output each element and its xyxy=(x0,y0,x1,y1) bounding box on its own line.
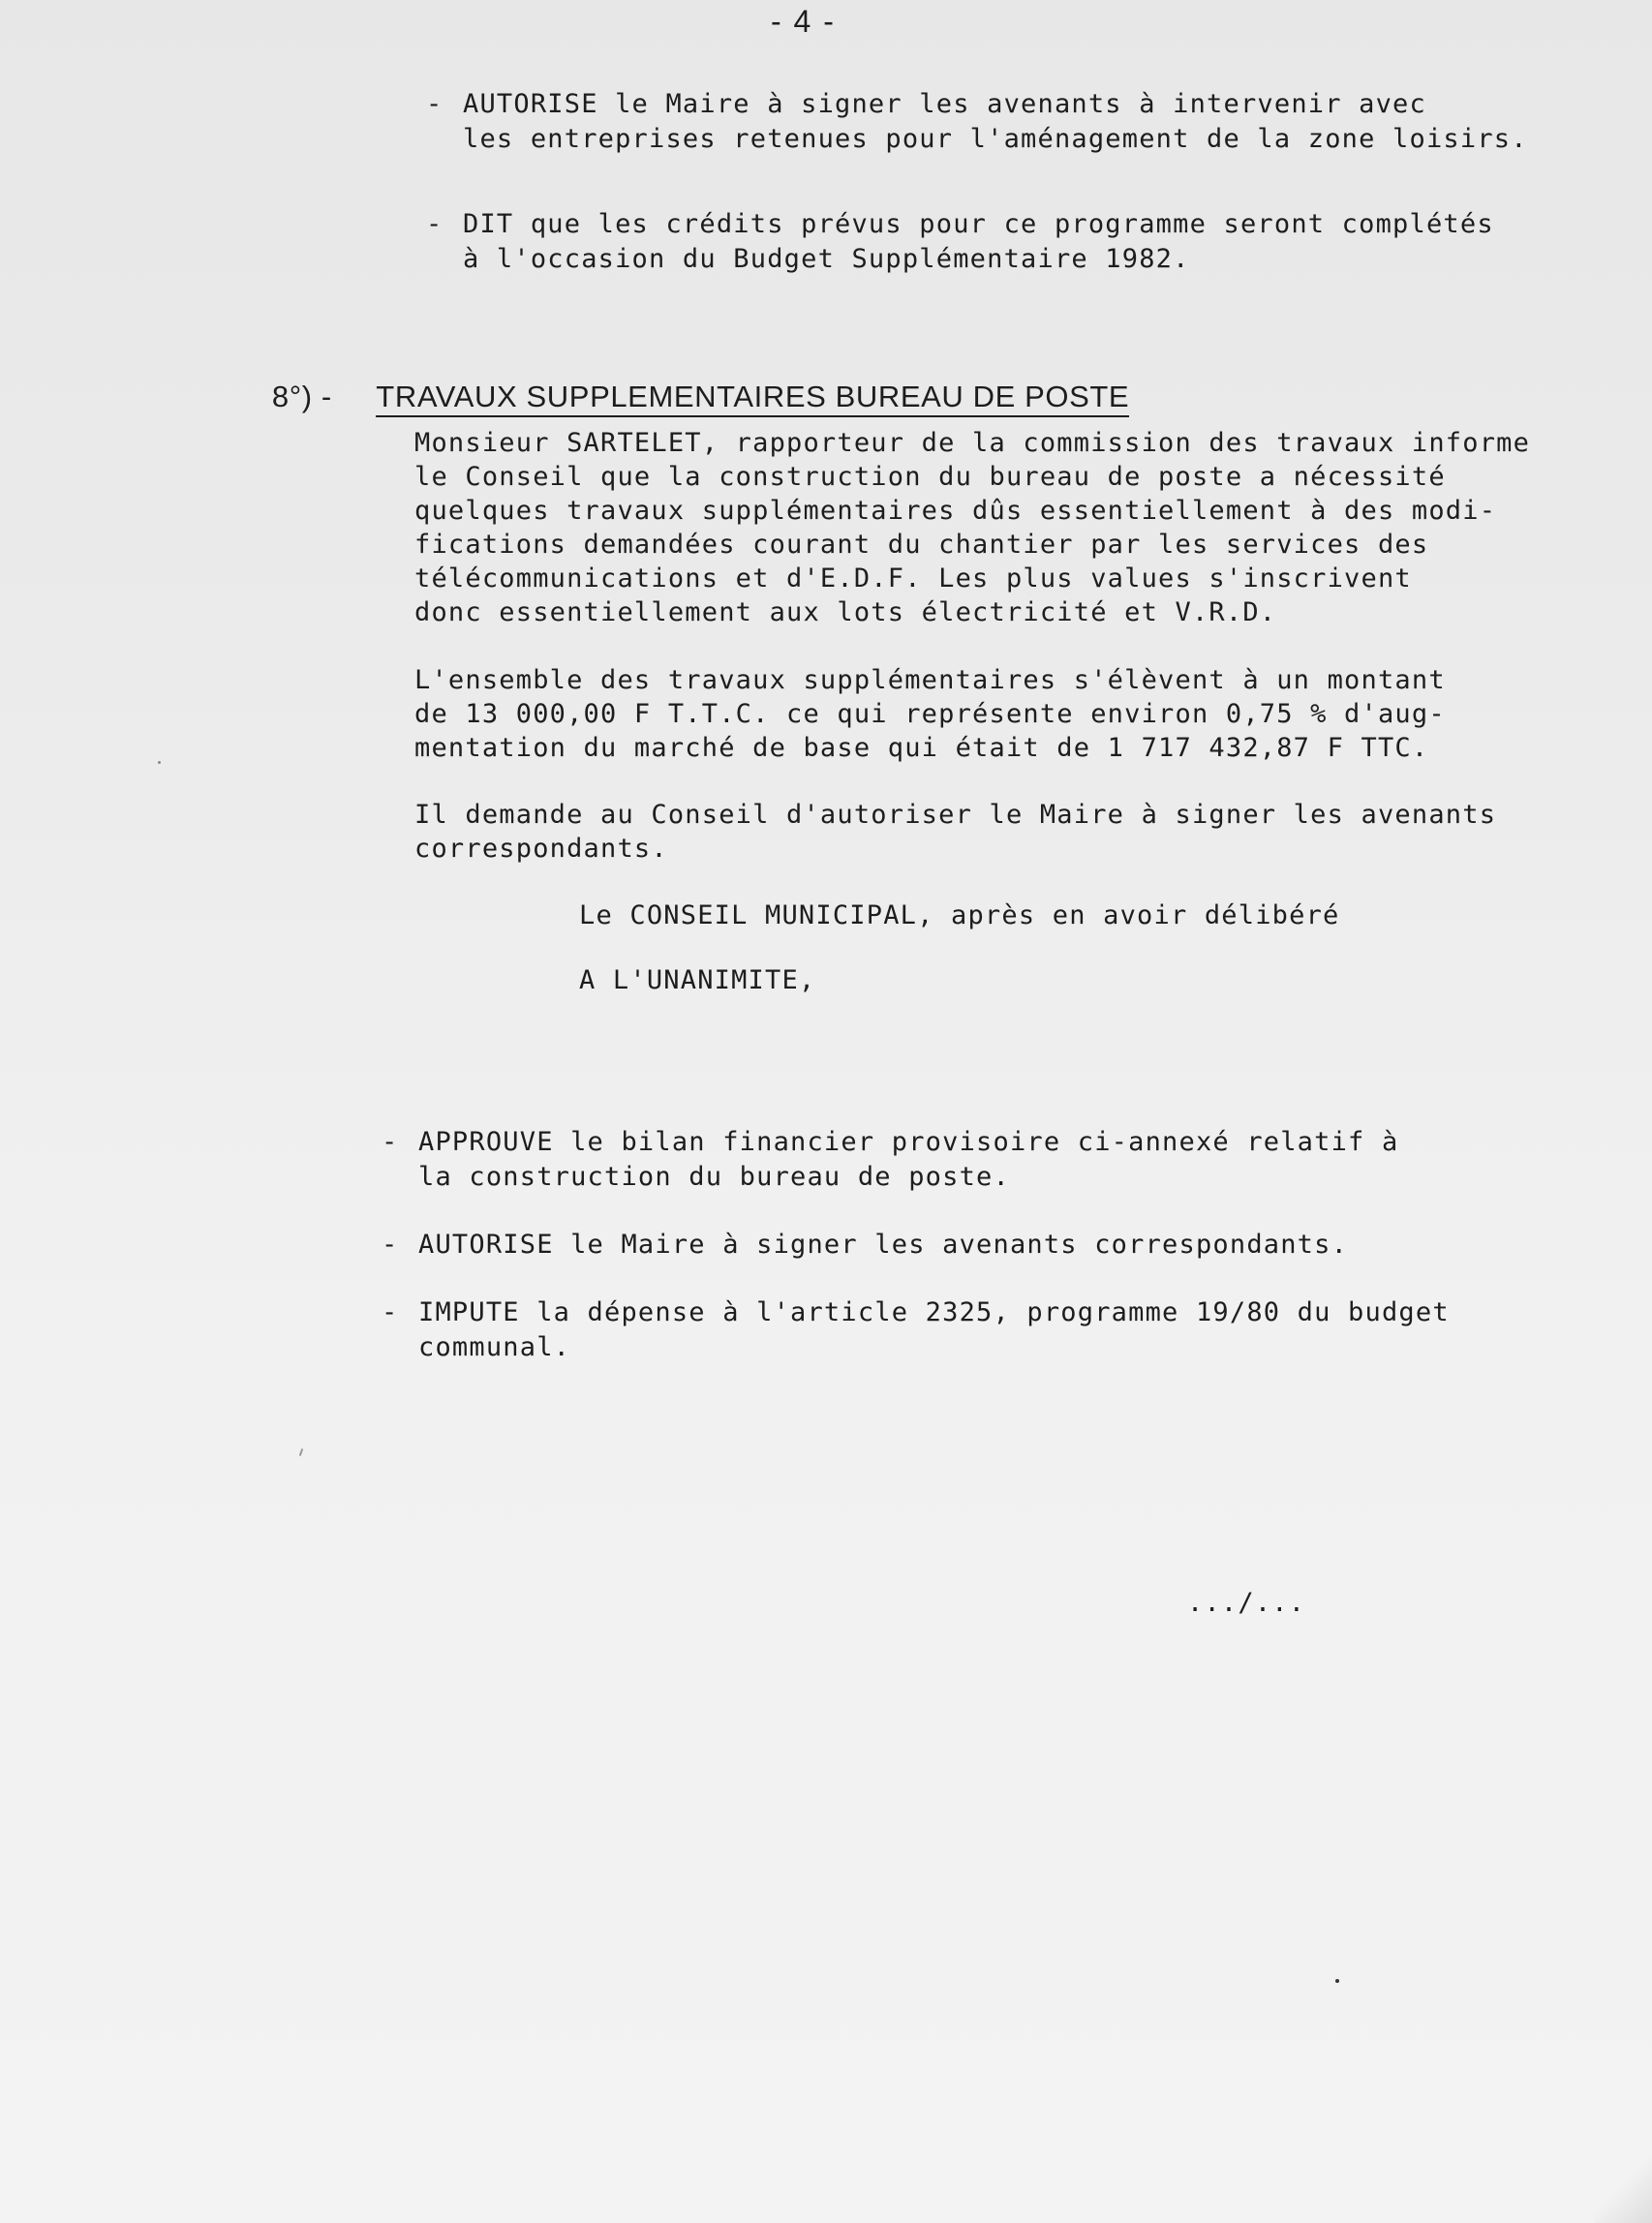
decision-line: AUTORISE le Maire à signer les avenants correspondants. xyxy=(418,1230,1349,1260)
decision-line: la construction du bureau de poste. xyxy=(418,1162,1010,1192)
paragraph-line: Il demande au Conseil d'autoriser le Maire à signer les avenants xyxy=(414,800,1497,830)
scan-speck xyxy=(158,761,161,764)
decision-dash: - xyxy=(382,1297,399,1327)
top-item-dash: - xyxy=(426,209,444,239)
decision-line: APPROUVE le bilan financier provisoire ci-annexé relatif à xyxy=(418,1127,1399,1157)
section-heading xyxy=(236,345,332,449)
section-title: TRAVAUX SUPPLEMENTAIRES BUREAU DE POSTE xyxy=(376,380,1129,417)
section-number: 8°) - xyxy=(271,380,332,413)
paragraph-line: télécommunications et d'E.D.F. Les plus values s'inscrivent xyxy=(414,563,1412,594)
deliberation-text: Le CONSEIL MUNICIPAL, après en avoir délibéré xyxy=(579,900,1340,930)
page-corner-shadow xyxy=(1594,2107,1652,2223)
unanimity-text: A L'UNANIMITE, xyxy=(579,965,816,995)
top-item-line: AUTORISE le Maire à signer les avenants à intervenir avec xyxy=(463,89,1426,119)
paragraph-line: correspondants. xyxy=(414,834,668,864)
top-item-dash: - xyxy=(426,89,444,119)
paragraph-line: de 13 000,00 F T.T.C. ce qui représente environ 0,75 % d'aug- xyxy=(414,699,1446,729)
paragraph-line: mentation du marché de base qui était de 1 717 432,87 F TTC. xyxy=(414,733,1429,763)
scan-speck xyxy=(299,1448,304,1456)
paragraph-line: L'ensemble des travaux supplémentaires s'élèvent à un montant xyxy=(414,665,1446,695)
paragraph-line: quelques travaux supplémentaires dûs essentiellement à des modi- xyxy=(414,496,1497,526)
paragraph-line: fications demandées courant du chantier par les services des xyxy=(414,530,1429,560)
decision-line: IMPUTE la dépense à l'article 2325, programme 19/80 du budget xyxy=(418,1297,1450,1327)
paragraph-line: donc essentiellement aux lots électricité et V.R.D. xyxy=(414,597,1277,627)
decision-dash: - xyxy=(382,1230,399,1260)
page-number: - 4 - xyxy=(771,4,836,39)
paragraph-line: le Conseil que la construction du bureau de poste a nécessité xyxy=(414,462,1446,492)
top-item-line: à l'occasion du Budget Supplémentaire 1982. xyxy=(463,244,1190,274)
paragraph-line: Monsieur SARTELET, rapporteur de la commission des travaux informe xyxy=(414,428,1531,458)
decision-dash: - xyxy=(382,1127,399,1157)
scan-speck xyxy=(1335,1979,1339,1983)
continuation-mark: .../... xyxy=(1187,1588,1306,1618)
decision-line: communal. xyxy=(418,1332,571,1362)
top-item-line: les entreprises retenues pour l'aménagement de la zone loisirs. xyxy=(463,124,1528,154)
top-item-line: DIT que les crédits prévus pour ce programme seront complétés xyxy=(463,209,1494,239)
